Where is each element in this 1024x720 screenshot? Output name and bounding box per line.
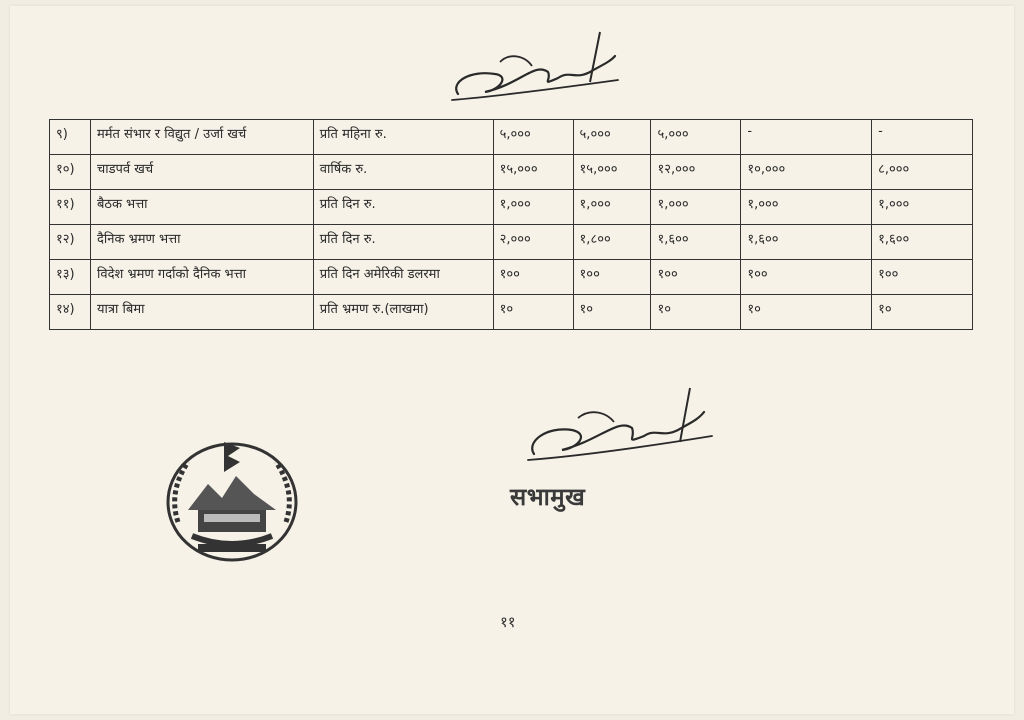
table-cell-v4: १,६०० xyxy=(741,225,872,260)
table-cell-v2: १,८०० xyxy=(573,225,651,260)
table-cell-v5: १,६०० xyxy=(872,225,973,260)
table-cell-unit: प्रति दिन रु. xyxy=(313,190,493,225)
table-cell-item: बैठक भत्ता xyxy=(90,190,313,225)
table-cell-item: मर्मत संभार र विद्युत / उर्जा खर्च xyxy=(90,120,313,155)
table-cell-unit: प्रति महिना रु. xyxy=(313,120,493,155)
table-cell-v2: १,००० xyxy=(573,190,651,225)
table-cell-v1: ५,००० xyxy=(493,120,573,155)
table-cell-v4: १०० xyxy=(741,260,872,295)
chairman-title: सभामुख xyxy=(510,483,586,511)
table-cell-v1: १५,००० xyxy=(493,155,573,190)
table-cell-sn: ११) xyxy=(50,190,91,225)
document-page xyxy=(10,6,1014,714)
table-cell-unit: प्रति भ्रमण रु.(लाखमा) xyxy=(313,295,493,330)
table-cell-v5: १,००० xyxy=(872,190,973,225)
table-cell-v1: १,००० xyxy=(493,190,573,225)
page-number: ११ xyxy=(500,613,516,631)
table-cell-unit: वार्षिक रु. xyxy=(313,155,493,190)
table-row xyxy=(50,260,973,295)
table-cell-v3: १,००० xyxy=(651,190,741,225)
table-cell-v2: १५,००० xyxy=(573,155,651,190)
table-row xyxy=(50,190,973,225)
table-row xyxy=(50,225,973,260)
table-row xyxy=(50,155,973,190)
table-cell-sn: ९) xyxy=(50,120,91,155)
table-cell-v4: - xyxy=(741,120,872,155)
government-emblem-seal xyxy=(158,432,306,570)
table-cell-v5: ८,००० xyxy=(872,155,973,190)
signature-bottom xyxy=(520,380,720,470)
signature-top xyxy=(440,22,630,112)
table-cell-v3: ५,००० xyxy=(651,120,741,155)
table-cell-item: चाडपर्व खर्च xyxy=(90,155,313,190)
table-cell-v4: १०,००० xyxy=(741,155,872,190)
table-cell-item: यात्रा बिमा xyxy=(90,295,313,330)
table-cell-v3: १२,००० xyxy=(651,155,741,190)
table-cell-unit: प्रति दिन अमेरिकी डलरमा xyxy=(313,260,493,295)
table-cell-sn: १४) xyxy=(50,295,91,330)
table-cell-v2: १० xyxy=(573,295,651,330)
table-cell-v2: ५,००० xyxy=(573,120,651,155)
table-cell-sn: १०) xyxy=(50,155,91,190)
table-cell-sn: १२) xyxy=(50,225,91,260)
table-cell-v1: १० xyxy=(493,295,573,330)
table-row xyxy=(50,295,973,330)
table-cell-v5: १०० xyxy=(872,260,973,295)
table-cell-v1: १०० xyxy=(493,260,573,295)
table-cell-item: दैनिक भ्रमण भत्ता xyxy=(90,225,313,260)
table-cell-v5: - xyxy=(872,120,973,155)
table-cell-v3: १,६०० xyxy=(651,225,741,260)
table-cell-unit: प्रति दिन रु. xyxy=(313,225,493,260)
table-cell-item: विदेश भ्रमण गर्दाको दैनिक भत्ता xyxy=(90,260,313,295)
table-cell-v3: १० xyxy=(651,295,741,330)
table-cell-v3: १०० xyxy=(651,260,741,295)
allowance-table xyxy=(49,119,973,330)
table-cell-v1: २,००० xyxy=(493,225,573,260)
table-cell-v4: १० xyxy=(741,295,872,330)
table-cell-sn: १३) xyxy=(50,260,91,295)
table-cell-v5: १० xyxy=(872,295,973,330)
table-cell-v2: १०० xyxy=(573,260,651,295)
table-cell-v4: १,००० xyxy=(741,190,872,225)
table-row xyxy=(50,120,973,155)
